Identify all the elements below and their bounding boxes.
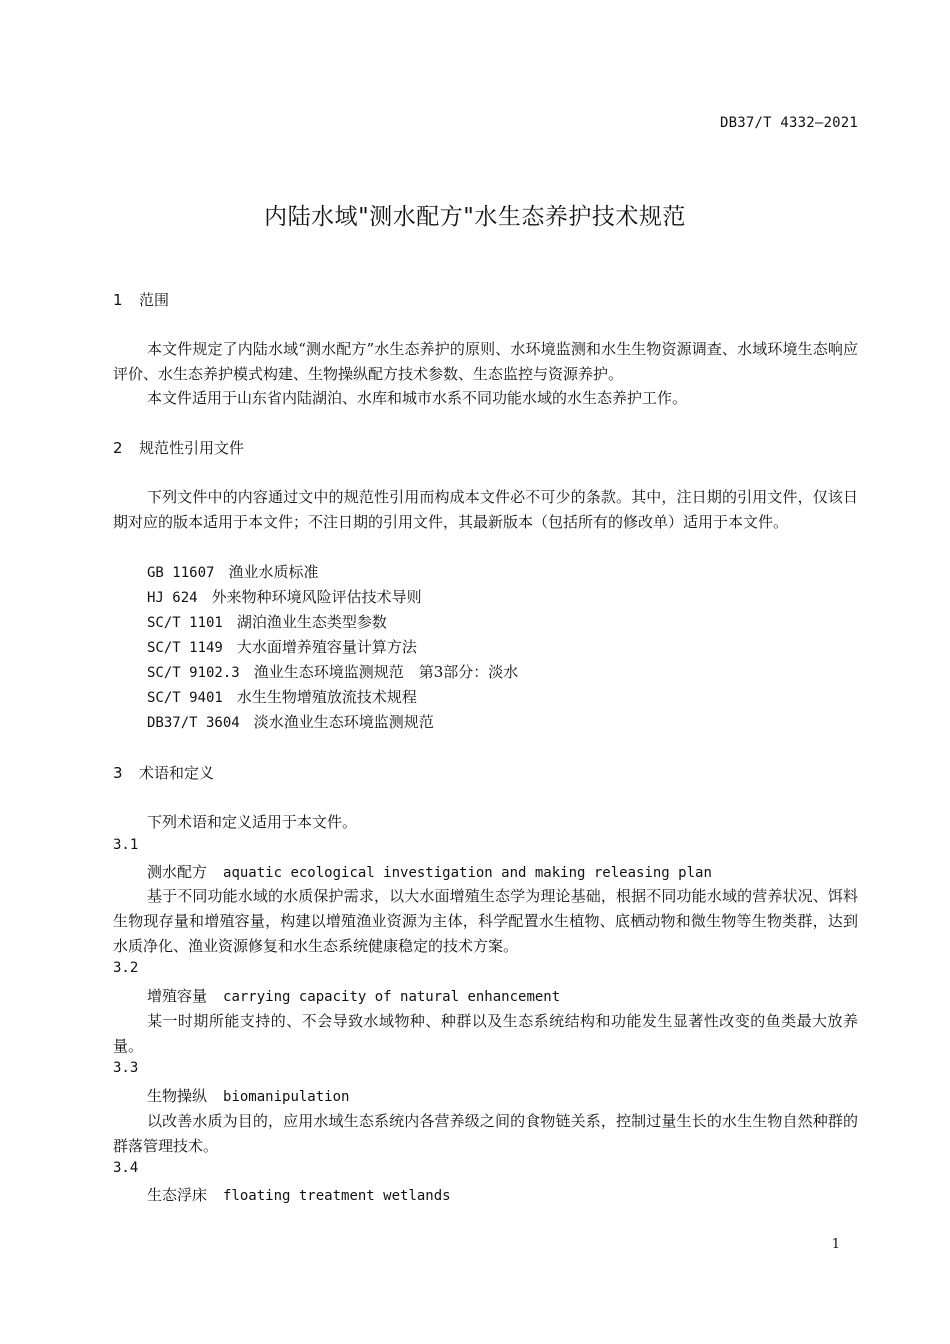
term-number: 3.2 bbox=[113, 960, 139, 976]
section-title: 范围 bbox=[139, 291, 170, 309]
term-heading bbox=[147, 985, 560, 1006]
section-title: 术语和定义 bbox=[139, 764, 215, 782]
paragraph: 下列文件中的内容通过文中的规范性引用而构成本文件必不可少的条款。其中，注日期的引用文件，仅该日期对应的版本适用于本文件；不注日期的引用文件，其最新版本（包括所有的修改单）适用于本文件。 bbox=[113, 488, 858, 531]
reference-item bbox=[147, 561, 318, 582]
term-heading bbox=[147, 1085, 349, 1106]
reference-code: DB37/T 3604 bbox=[147, 715, 240, 731]
term-number: 3.1 bbox=[113, 837, 139, 853]
term-number: 3.4 bbox=[113, 1160, 139, 1176]
page-number: 1 bbox=[831, 1237, 840, 1252]
section-number: 1 bbox=[113, 291, 123, 309]
reference-item bbox=[147, 711, 434, 732]
term-english: floating treatment wetlands bbox=[223, 1188, 451, 1204]
reference-item bbox=[147, 661, 518, 682]
term-definition: 某一时期所能支持的、不会导致水域物种、种群以及生态系统结构和功能发生显著性改变的鱼类最大放养量。 bbox=[113, 1012, 858, 1055]
section-number: 2 bbox=[113, 439, 123, 457]
section-heading-terms-definitions bbox=[113, 762, 214, 783]
terms-intro: 下列术语和定义适用于本文件。 bbox=[147, 813, 358, 831]
reference-item bbox=[147, 611, 387, 632]
standard-code: DB37/T 4332—2021 bbox=[719, 115, 858, 131]
section-number: 3 bbox=[113, 764, 123, 782]
reference-name: 渔业水质标准 bbox=[228, 563, 319, 581]
term-chinese: 生态浮床 bbox=[147, 1186, 208, 1204]
term-definition: 以改善水质为目的，应用水域生态系统内各营养级之间的食物链关系，控制过量生长的水生生物自然种群的群落管理技术。 bbox=[113, 1112, 858, 1155]
term-heading bbox=[147, 861, 712, 882]
section-heading-normative-references bbox=[113, 437, 244, 458]
reference-code: SC/T 1149 bbox=[147, 640, 223, 656]
reference-code: SC/T 1101 bbox=[147, 615, 223, 631]
reference-name: 渔业生态环境监测规范 第3部分：淡水 bbox=[253, 663, 519, 681]
reference-code: SC/T 9401 bbox=[147, 690, 223, 706]
reference-item bbox=[147, 636, 417, 657]
reference-code: GB 11607 bbox=[147, 565, 215, 581]
reference-name: 大水面增养殖容量计算方法 bbox=[236, 638, 417, 656]
reference-item bbox=[147, 586, 422, 607]
section-title: 规范性引用文件 bbox=[139, 439, 245, 457]
term-chinese: 增殖容量 bbox=[147, 987, 208, 1005]
reference-name: 外来物种环境风险评估技术导则 bbox=[211, 588, 422, 606]
reference-name: 水生生物增殖放流技术规程 bbox=[236, 688, 417, 706]
term-chinese: 测水配方 bbox=[147, 863, 208, 881]
term-english: biomanipulation bbox=[223, 1089, 350, 1105]
term-definition: 基于不同功能水域的水质保护需求，以大水面增殖生态学为理论基础，根据不同功能水域的营养状况、饵料生物现存量和增殖容量，构建以增殖渔业资源为主体，科学配置水生植物、底栖动物和微生物等生物类群，达到水质净化、渔业资源修复和水生态系统健康稳定的技术方案。 bbox=[113, 887, 858, 955]
reference-code: SC/T 9102.3 bbox=[147, 665, 240, 681]
paragraph: 本文件规定了内陆水域“测水配方”水生态养护的原则、水环境监测和水生生物资源调查、水域环境生态响应评价、水生态养护模式构建、生物操纵配方技术参数、生态监控与资源养护。 bbox=[113, 340, 858, 383]
term-chinese: 生物操纵 bbox=[147, 1087, 208, 1105]
term-heading bbox=[147, 1184, 451, 1205]
term-english: aquatic ecological investigation and making releasing plan bbox=[223, 865, 712, 881]
term-number: 3.3 bbox=[113, 1060, 139, 1076]
reference-name: 湖泊渔业生态类型参数 bbox=[236, 613, 387, 631]
reference-code: HJ 624 bbox=[147, 590, 198, 606]
section-heading-scope bbox=[113, 289, 169, 310]
document-title: 内陆水域"测水配方"水生态养护技术规范 bbox=[264, 204, 686, 230]
term-english: carrying capacity of natural enhancement bbox=[223, 989, 561, 1005]
reference-item bbox=[147, 686, 417, 707]
paragraph: 本文件适用于山东省内陆湖泊、水库和城市水系不同功能水域的水生态养护工作。 bbox=[147, 389, 688, 407]
reference-name: 淡水渔业生态环境监测规范 bbox=[253, 713, 434, 731]
